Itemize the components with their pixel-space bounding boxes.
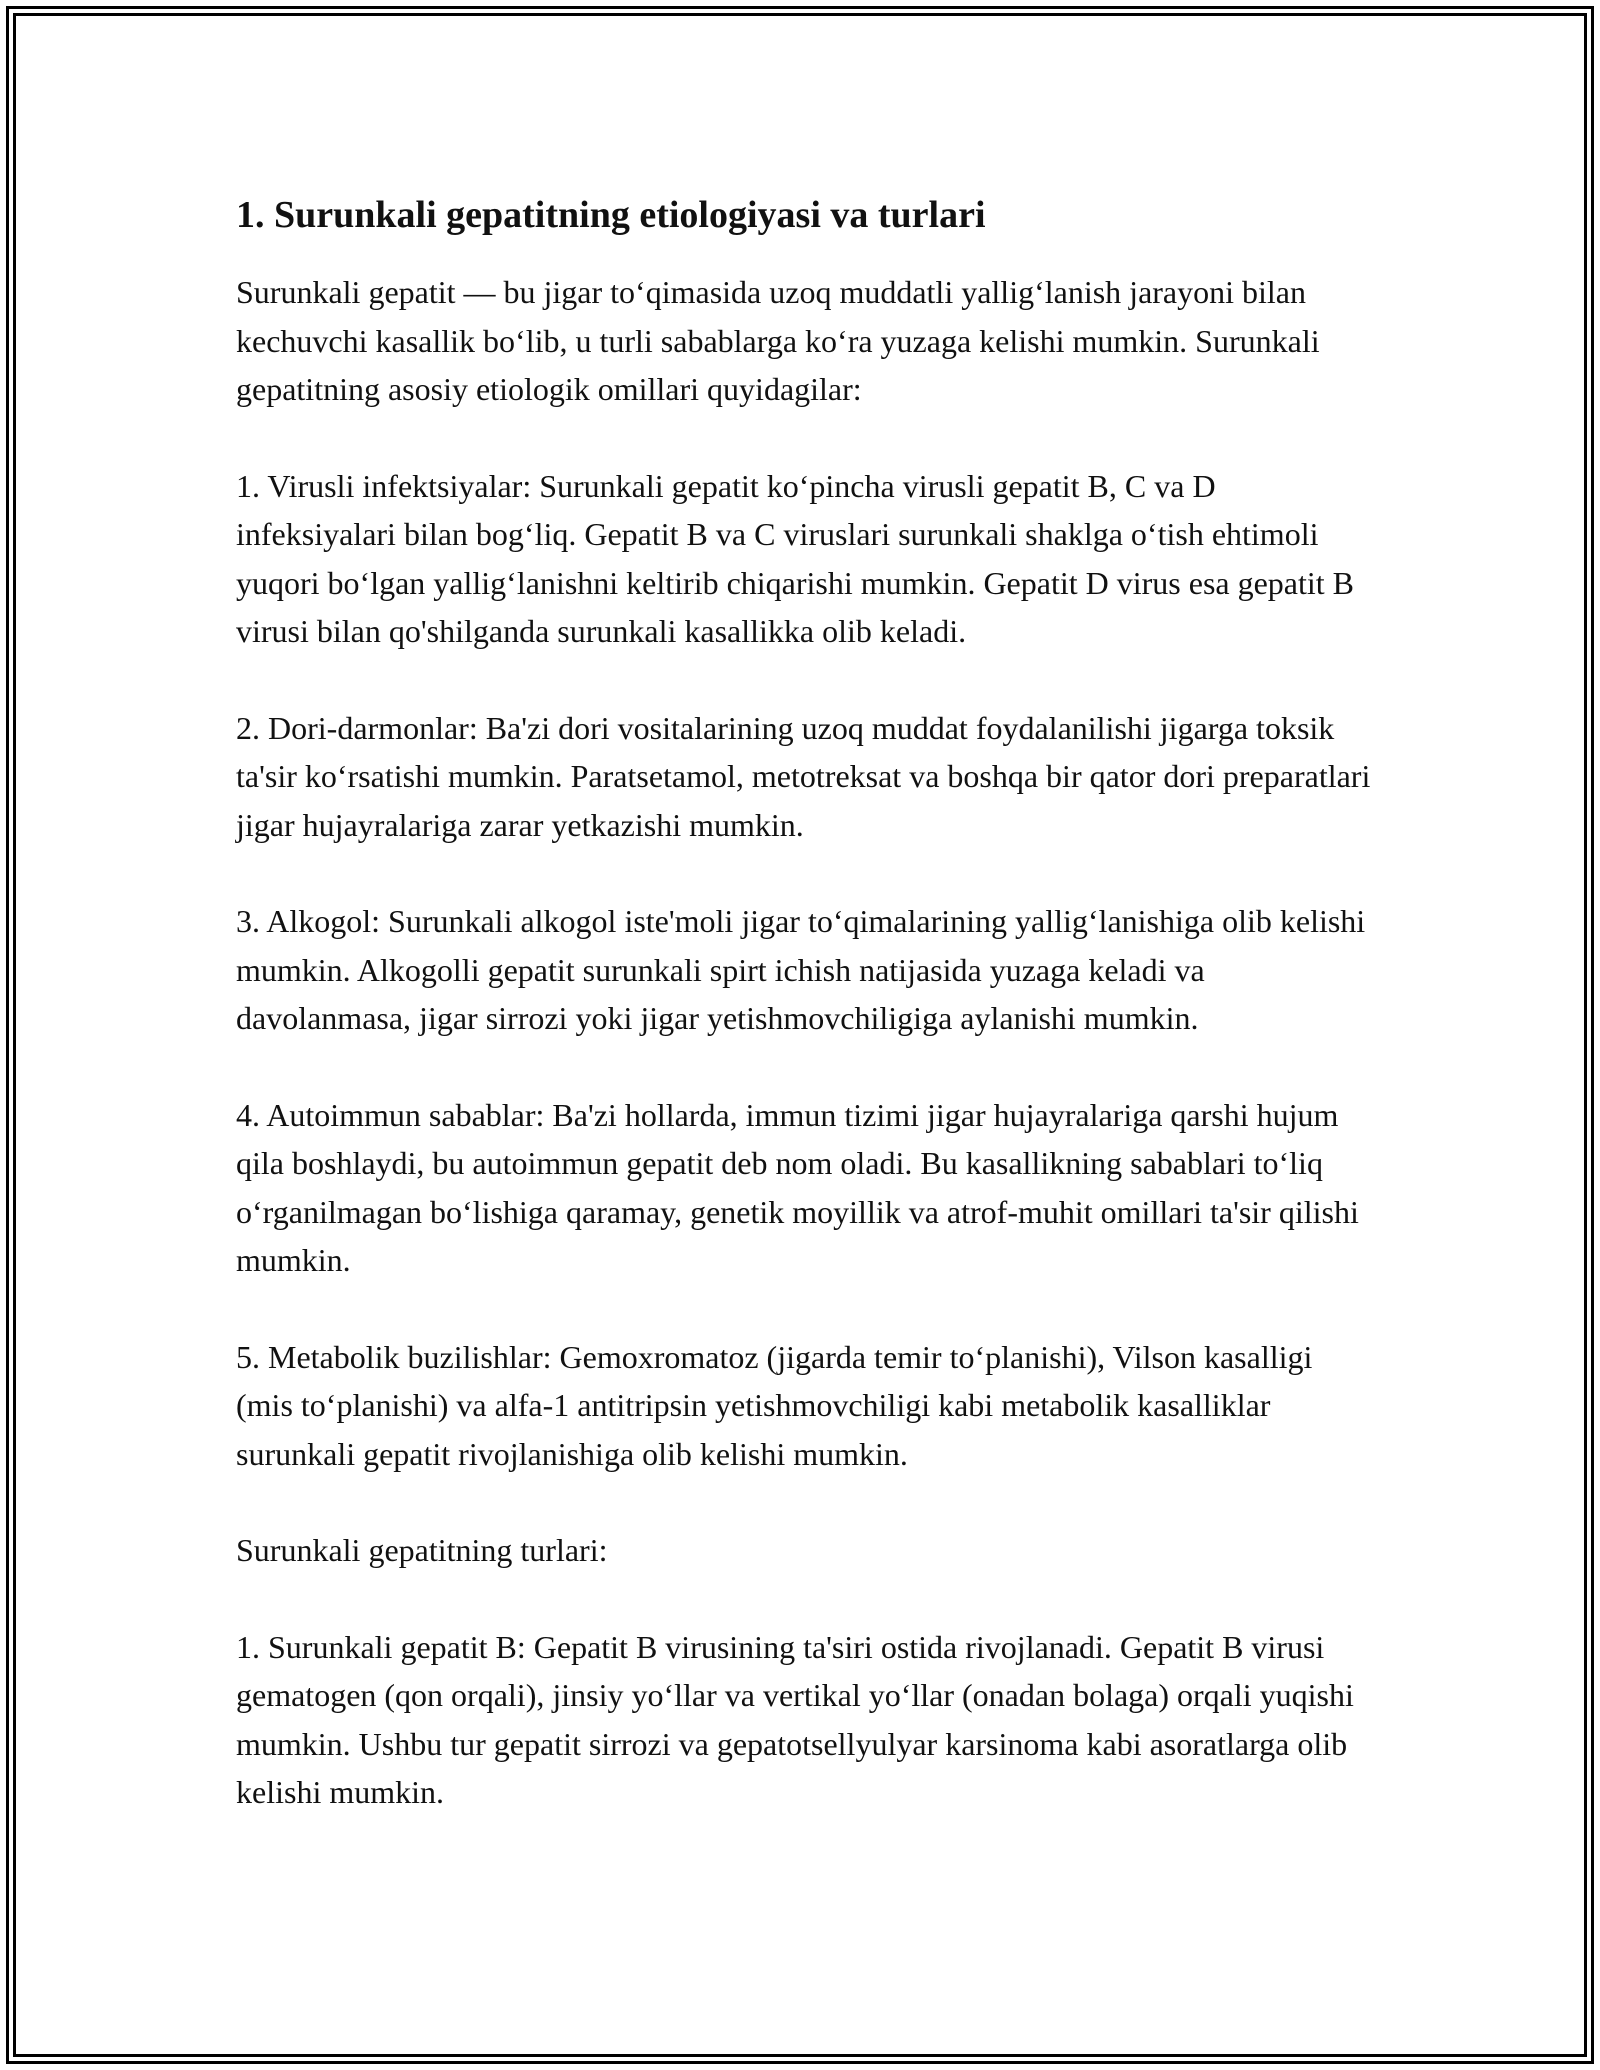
- paragraph-autoimmune: 4. Autoimmun sabablar: Ba'zi hollarda, immun tizimi jigar hujayralariga qarshi hujum qila boshlaydi, bu autoimmun gepatit deb nom oladi. Bu kasallikning sabablari to‘liq o‘rganilmagan bo‘lishiga qaramay, genetik moyillik va atrof-muhit omillari ta'sir qilishi mumkin.: [236, 1096, 1359, 1278]
- paragraph-metabolic: 5. Metabolik buzilishlar: Gemoxromatoz (jigarda temir to‘planishi), Vilson kasalligi (mis to‘planishi) va alfa-1 antitripsin yetishmovchiligi kabi metabolik kasalliklar surunkali gepatit rivojlanishiga olib kelishi mumkin.: [236, 1338, 1313, 1472]
- paragraph-types-intro: Surunkali gepatitning turlari:: [236, 1532, 608, 1568]
- document-body: [236, 186, 1376, 1865]
- intro-paragraph: Surunkali gepatit — bu jigar to‘qimasida uzoq muddatli yallig‘lanish jarayoni bilan kechuvchi kasallik bo‘lib, u turli sabablarga ko‘ra yuzaga kelishi mumkin. Surunkali gepatitning asosiy etiologik omillari quyidagilar:: [236, 274, 1320, 407]
- paragraph-viral-infections: 1. Virusli infektsiyalar: Surunkali gepatit ko‘pincha virusli gepatit B, C va D infeksiyalari bilan bog‘liq. Gepatit B va C viruslari surunkali shaklga o‘tish ehtimoli yuqori bo‘lgan yallig‘lanishni keltirib chiqarishi mumkin. Gepatit D virus esa gepatit B virusi bilan qo'shilganda surunkali kasallikka olib keladi.: [236, 467, 1355, 649]
- paragraph-hepatitis-b: 1. Surunkali gepatit B: Gepatit B virusining ta'siri ostida rivojlanadi. Gepatit B virusi gematogen (qon orqali), jinsiy yo‘llar va vertikal yo‘llar (onadan bolaga) orqali yuqishi mumkin. Ushbu tur gepatit sirrozi va gepatotsellyulyar karsinoma kabi asoratlarga olib kelishi mumkin.: [236, 1628, 1354, 1810]
- paragraph-medications: 2. Dori-darmonlar: Ba'zi dori vositalarining uzoq muddat foydalanilishi jigarga toksik ta'sir ko‘rsatishi mumkin. Paratsetamol, metotreksat va boshqa bir qator dori preparatlari jigar hujayralariga zarar yetkazishi mumkin.: [236, 709, 1371, 843]
- paragraph-alcohol: 3. Alkogol: Surunkali alkogol iste'moli jigar to‘qimalarining yallig‘lanishiga olib kelishi mumkin. Alkogolli gepatit surunkali spirt ichish natijasida yuzaga keladi va davolanmasa, jigar sirrozi yoki jigar yetishmovchiligiga aylanishi mumkin.: [236, 903, 1366, 1036]
- section-heading: 1. Surunkali gepatitning etiologiyasi va turlari: [236, 194, 986, 236]
